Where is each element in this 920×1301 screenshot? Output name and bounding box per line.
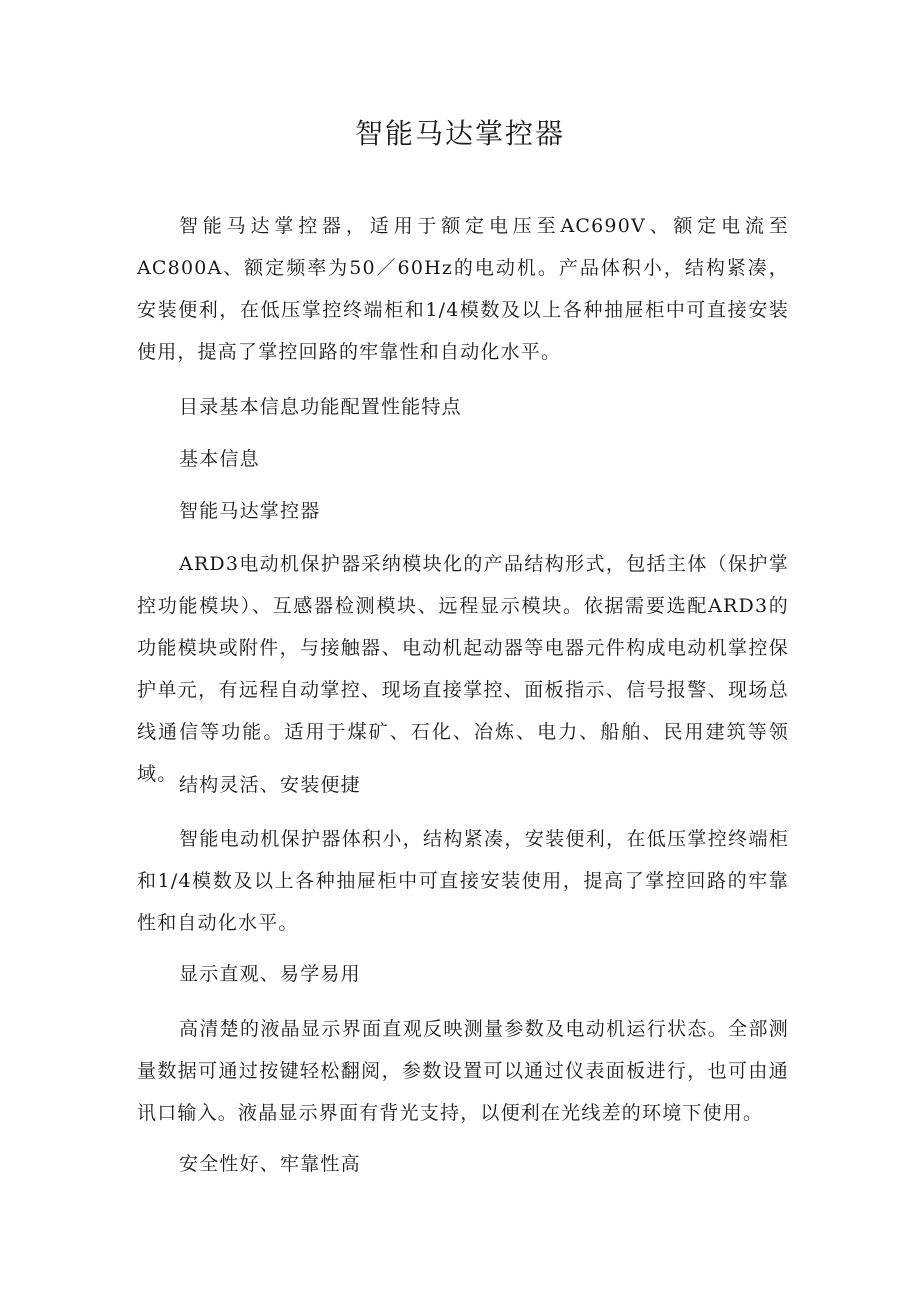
- section-heading-basic-info: 基本信息: [179, 448, 260, 470]
- table-of-contents-line: 目录基本信息功能配置性能特点: [179, 396, 462, 418]
- structure-paragraph: 智能电动机保护器体积小，结构紧凑，安装便利，在低压掌控终端柜和1/4模数及以上各种抽屉柜中可直接安装使用，提高了掌控回路的牢靠性和自动化水平。: [137, 828, 789, 934]
- display-paragraph: 高清楚的液晶显示界面直观反映测量参数及电动机运行状态。全部测量数据可通过按键轻松翻阅，参数设置可以通过仪表面板进行，也可由通讯口输入。液晶显示界面有背光支持，以便利在光线差的环境下使用。: [137, 1018, 789, 1124]
- section-heading-display: 显示直观、易学易用: [179, 963, 361, 985]
- section-heading-product: 智能马达掌控器: [179, 500, 321, 522]
- intro-paragraph: 智能马达掌控器，适用于额定电压至AC690V、额定电流至AC800A、额定频率为50／60Hz的电动机。产品体积小，结构紧凑，安装便利，在低压掌控终端柜和1/4模数及以上各种抽屉柜中可直接安装使用，提高了掌控回路的牢靠性和自动化水平。: [137, 215, 789, 363]
- ard3-description-paragraph: ARD3电动机保护器采纳模块化的产品结构形式，包括主体（保护掌控功能模块）、互感器检测模块、远程显示模块。依据需要选配ARD3的功能模块或附件，与接触器、电动机起动器等电器元件构成电动机掌控保护单元，有远程自动掌控、现场直接掌控、面板指示、信号报警、现场总线通信等功能。适用于煤矿、石化、冶炼、电力、船舶、民用建筑等领域。: [137, 553, 789, 785]
- document-title: 智能马达掌控器: [354, 117, 565, 150]
- section-heading-structure: 结构灵活、安装便捷: [179, 774, 361, 796]
- section-heading-safety: 安全性好、牢靠性高: [179, 1153, 361, 1175]
